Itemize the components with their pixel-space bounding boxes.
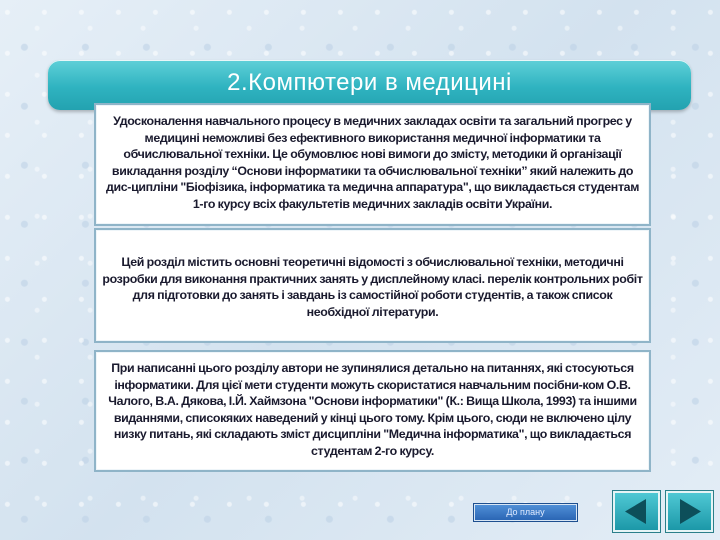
triangle-left-icon xyxy=(615,493,658,530)
panel-text: При написанні цього розділу автори не зупинялися детально на питаннях, які стосуються інформатики. Для цієї мети студенти можуть скористатися навчальним посібни-ком О.В. Чалого, В.А. Дякова, І.Й. Хаймзона "Основи інформатики" (К.: Вища Школа, 1993) та іншими виданнями, списокяких наведений у кінці цього тому. Крім цього, сюди не включено цілу низку питань, які складають зміст дисципліни "Медична інформатика", що викладається студентам 2-го курсу. xyxy=(108,361,637,458)
text-panel-notes xyxy=(94,350,651,472)
triangle-right-icon xyxy=(668,493,711,530)
next-slide-button[interactable] xyxy=(666,491,713,532)
text-panel-intro xyxy=(94,103,651,226)
previous-slide-button[interactable] xyxy=(613,491,660,532)
panel-text: Цей розділ містить основні теоретичні відомості з обчислювальної техніки, методичні розробки для виконання практичних занять у дисплейному класі. перелік контрольних робіт для підготовки до занять і завдань із самостійної роботи студентів, а також список необхідної літератури. xyxy=(102,255,643,319)
panel-text: Удосконалення навчального процесу в медичних закладах освіти та загальний прогрес у медицині неможливі без ефективного використання медичної інформатики та обчислювальної техніки. Це обумовлює нові вимоги до змісту, методики й організації викладання розділу “Основи інформатики та обчислювальної техніки” який належить до дис-ципліни "Біофізика, інформатика та медична аппаратура", що викладається студентам 1-го курсу всіх факультетів медичних закладів освіти України. xyxy=(105,114,640,211)
slide-title: 2.Компютери в медицині xyxy=(227,69,512,96)
back-to-plan-button[interactable]: До плану xyxy=(474,504,577,521)
text-panel-contents xyxy=(94,228,651,343)
